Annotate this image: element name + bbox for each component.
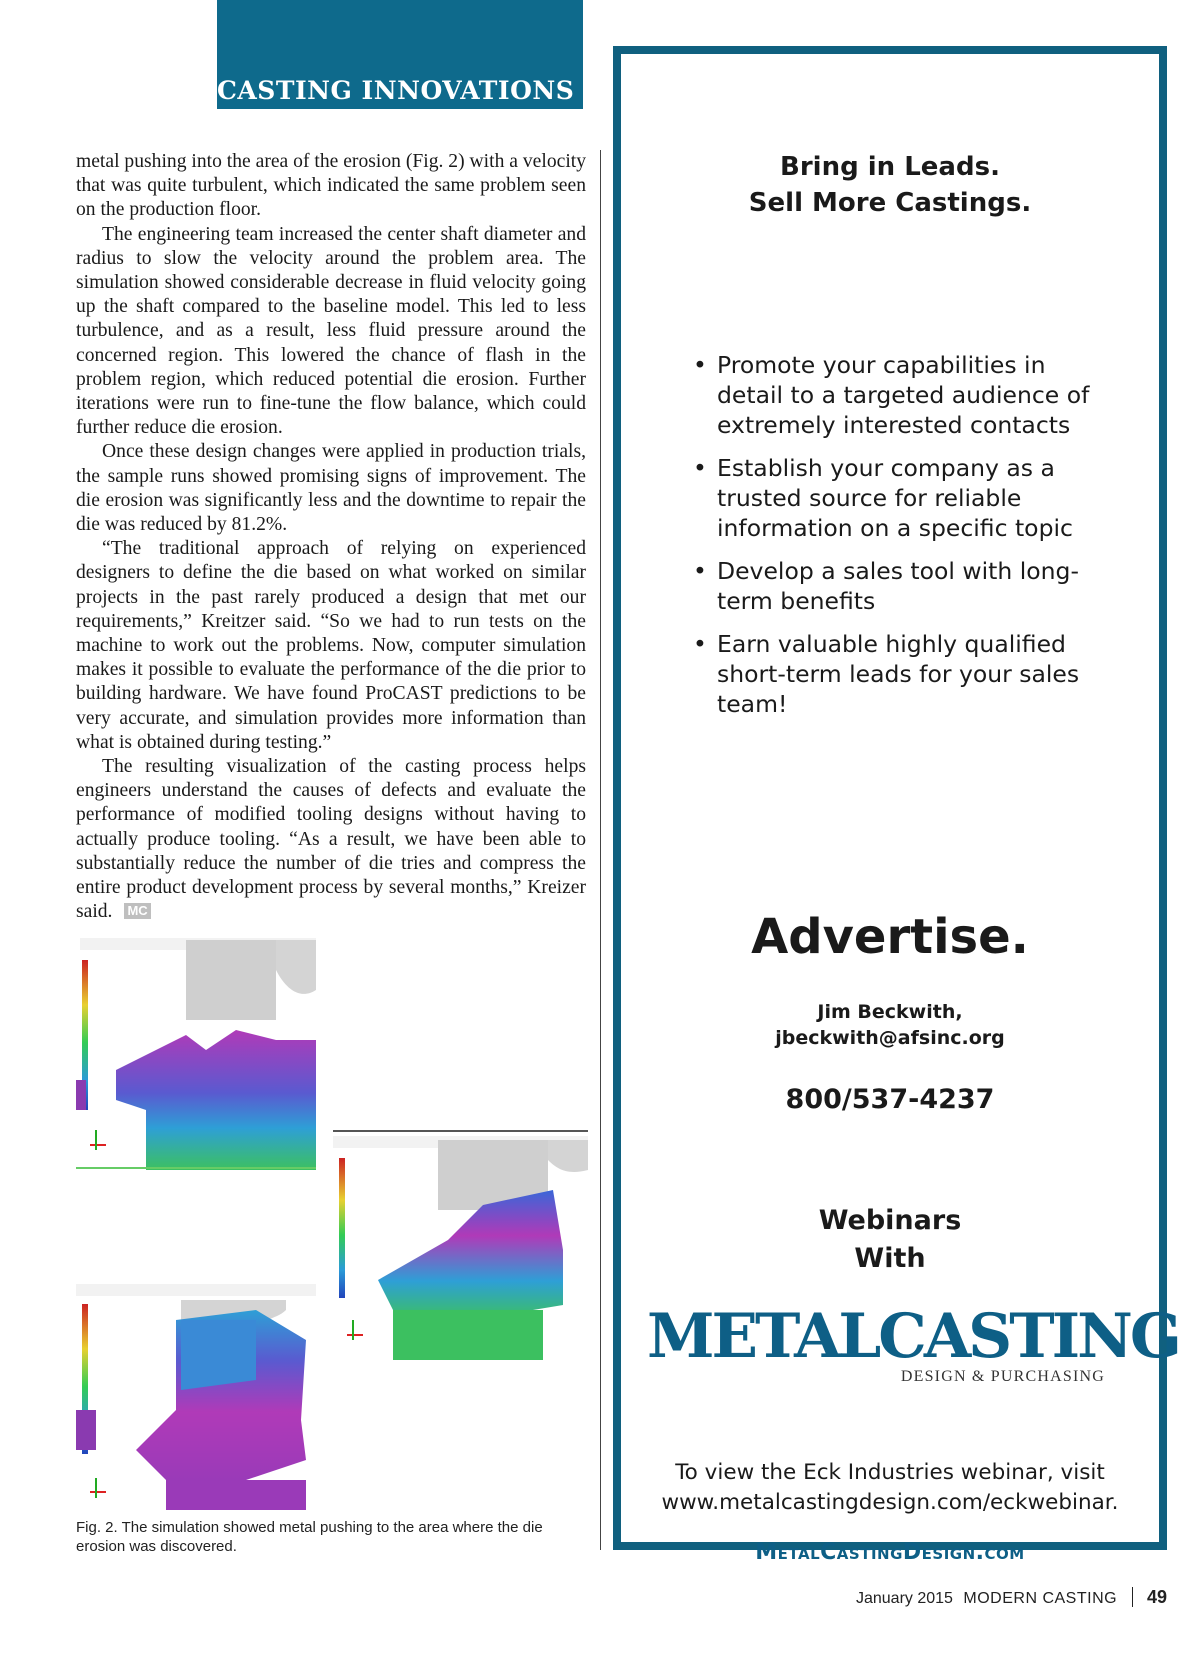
ad-benefit-item: • Promote your capabilities in detail to a targeted audience of extremely interested contacts [693,350,1093,440]
section-title: CASTING INNOVATIONS [217,76,575,105]
ad-benefit-list [693,350,1093,732]
footer-magazine: MODERN CASTING [963,1590,1118,1607]
section-header-tab [217,0,583,109]
ad-contact [621,999,1159,1051]
ad-headline-line1: Bring in Leads. [780,152,1000,182]
ad-phone-number[interactable]: 800/537-4237 [785,1084,995,1115]
ad-webinars-heading [621,1202,1159,1278]
logo-tagline: DESIGN & PURCHASING [900,1368,1105,1385]
ad-webinar-url-link[interactable]: www.metalcastingdesign.com/eckwebinar. [661,1490,1119,1515]
footer-separator [1132,1587,1133,1607]
logo-wordmark: METALCASTING [647,1301,1180,1372]
ad-webinars-line1: Webinars [818,1205,962,1236]
ad-headline-line2: Sell More Castings. [748,188,1032,218]
article-paragraph: The engineering team increased the center shaft diameter and radius to slow the velocity around the problem area. The simulation showed considerable decrease in fluid velocity going up the shaft compared to the baseline model. This led to less turbulence, and as a result, less fluid pressure around the concerned region. This lowered the chance of flash in the problem region, which reduced potential die erosion. Further iterations were run to fine-tune the flow balance, which could further reduce die erosion. [76,223,586,439]
ad-benefit-item: • Earn valuable highly qualified short-term leads for your sales team! [693,629,1093,719]
ad-visit-line1: To view the Eck Industries webinar, visit [675,1460,1105,1485]
ad-advertise-heading: Advertise. [751,909,1029,965]
ad-headline [621,149,1159,221]
column-divider [600,150,601,1550]
page-number: 49 [1146,1587,1167,1607]
ad-contact-email-link[interactable]: jbeckwith@afsinc.org [775,1027,1005,1049]
article-paragraph: metal pushing into the area of the erosion (Fig. 2) with a velocity that was quite turbulent, which indicated the same problem seen on the production floor. [76,151,586,221]
ad-contact-name: Jim Beckwith, [817,1001,963,1023]
metalcasting-logo [647,1301,1180,1386]
article-paragraph-last [76,755,586,924]
article-body [76,150,586,925]
ad-webinars-line2: With [854,1243,926,1274]
ad-benefit-item: • Develop a sales tool with long-term benefits [693,556,1093,616]
advertisement-panel[interactable] [613,46,1180,1565]
simulation-image-1 [76,930,316,1170]
footer-date: January 2015 [855,1590,953,1607]
article-paragraph: Once these design changes were applied in production trials, the sample runs showed promising signs of improvement. The die erosion was significantly less and the downtime to repair the die was reduced by 81.2%. [76,441,586,536]
page-footer [856,1587,1167,1608]
article-paragraph-text: The resulting visualization of the casting process helps engineers understand the causes of defects and evaluate the performance of modified tooling designs without having to actually produce tooling. “As a result, we have been able to substantially reduce the number of die tries and compress the entire product development process by several months,” Kreizer said. [76,756,586,923]
ad-visit-text [621,1458,1159,1518]
ad-site-link[interactable]: MetalCastingDesign.com [755,1540,1025,1565]
figure-caption: Fig. 2. The simulation showed metal pushing to the area where the die erosion was discovered. [76,1519,543,1555]
end-mark-badge: MC [124,903,150,919]
ad-benefit-item: • Establish your company as a trusted source for reliable information on a specific topic [693,453,1093,543]
simulation-image-3 [76,1280,316,1510]
simulation-image-2 [333,1130,588,1360]
article-paragraph: “The traditional approach of relying on experienced designers to define the die based on what worked on similar projects in the past rarely produced a design that met our requirements,” Kreitzer said. “So we had to run tests on the machine to work out the problems. Now, computer simulation makes it possible to evaluate the performance of the die prior to building hardware. We have found ProCAST predictions to be very accurate, and simulation provides more information than what is obtained during testing.” [76,538,586,753]
